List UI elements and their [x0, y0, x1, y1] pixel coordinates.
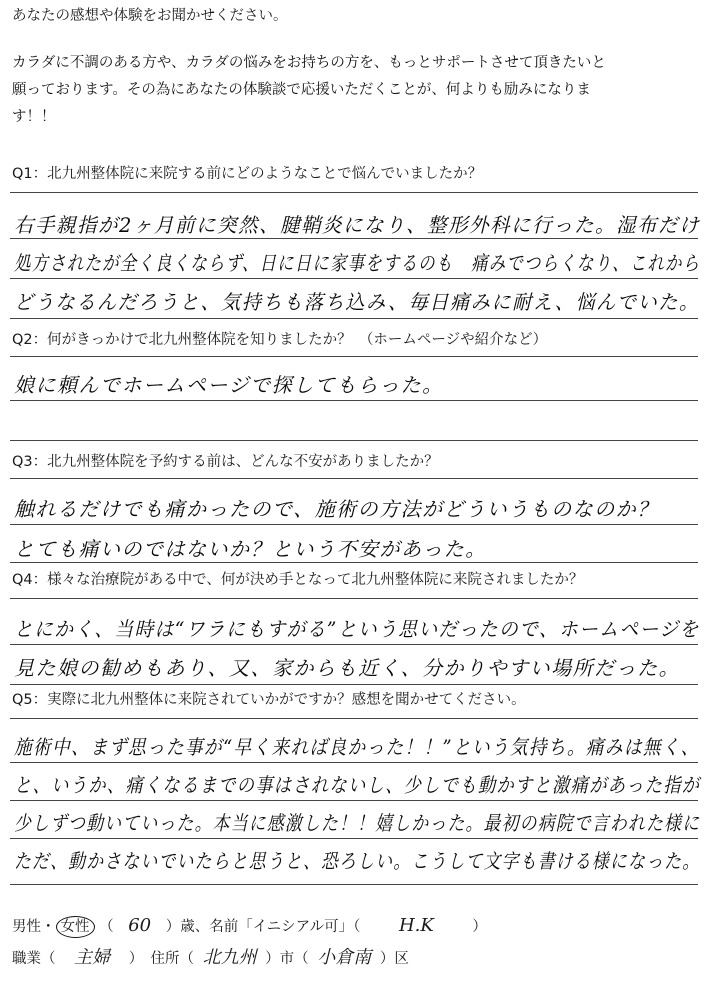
answer-rule: [10, 278, 698, 279]
city-suffix: ）市（: [265, 951, 309, 967]
answer-rule: [10, 356, 698, 357]
intro-line: カラダに不調のある方や、カラダの悩みをお持ちの方を、もっとサポートさせて頂きたいと: [12, 55, 606, 71]
answer-rule: [10, 800, 698, 801]
question-4-label: Q4：様々な治療院がある中で、何が決め手となって北九州整体院に来院されましたか？: [12, 572, 584, 588]
answer-rule: [10, 478, 698, 479]
gender-label: 男性・: [12, 919, 56, 935]
job-label: 職業（: [12, 951, 56, 967]
name-close: ）: [472, 919, 487, 935]
answer-rule: [10, 644, 698, 645]
address-label: ） 住所（: [128, 951, 194, 967]
question-2-label: Q2：何がきっかけで北九州整体院を知りましたか？ （ホームページや紹介など）: [12, 332, 548, 348]
profile-line-2: [12, 948, 409, 969]
profile-line-1: [12, 916, 487, 938]
answer-5-line-2: と、いうか、痛くなるまでの事はされないし、少しでも動かすと激痛があった指が: [14, 773, 701, 797]
gender-selected: 女性: [56, 916, 95, 938]
answer-1-line-3: どうなるんだろうと、気持ちも落ち込み、毎日痛みに耐え、悩んでいた。: [14, 290, 700, 314]
answer-2-line-1: 娘に頼んでホームページで探してもらった。: [14, 373, 444, 397]
question-5-label: Q5：実際に北九州整体に来院されていかがですか？感想を聞かせてください。: [12, 692, 526, 708]
answer-rule: [10, 192, 698, 193]
answer-rule: [10, 238, 698, 239]
page-title: あなたの感想や体験をお聞かせください。: [12, 8, 288, 24]
answer-4-line-1: とにかく、当時は“ワラにもすがる”という思いだったので、ホームページを: [14, 617, 700, 641]
question-3-label: Q3：北九州整体院を予約する前は、どんな不安がありましたか？: [12, 454, 439, 470]
job-value: 主婦: [74, 947, 111, 968]
answer-5-line-1: 施術中、まず思った事が“早く来れば良かった！！”という気持ち。痛みは無く、: [14, 735, 700, 759]
answer-rule: [10, 598, 698, 599]
answer-rule: [10, 524, 698, 525]
answer-4-line-2: 見た娘の勧めもあり、又、家からも近く、分かりやすい場所だった。: [14, 656, 681, 680]
age-close-label: ）歳、名前「イニシアル可」（: [165, 919, 361, 935]
answer-3-line-2: とても痛いのではないか？という不安があった。: [14, 537, 487, 561]
address-ward: 小倉南: [317, 947, 372, 968]
answer-5-line-4: ただ、動かさないでいたらと思うと、恐ろしい。こうして文字も書ける様になった。: [14, 849, 701, 873]
answer-3-line-1: 触れるだけでも痛かったので、施術の方法がどういうものなのか？: [14, 497, 659, 521]
address-city: 北九州: [202, 947, 257, 968]
answer-rule: [10, 440, 698, 441]
answer-1-line-1: 右手親指が2ヶ月前に突然、腱鞘炎になり、整形外科に行った。湿布だけ: [14, 213, 701, 237]
answer-rule: [10, 400, 698, 401]
answer-5-line-3: 少しずつ動いていった。本当に感激した！！嬉しかった。最初の病院で言われた様に: [14, 811, 701, 835]
answer-rule: [10, 884, 698, 885]
answer-rule: [10, 718, 698, 719]
age-value: 60: [128, 915, 152, 936]
ward-suffix: ）区: [379, 951, 409, 967]
answer-1-line-2: 処方されたが全く良くならず、日に日に家事をするのも 痛みでつらくなり、これから: [14, 251, 701, 275]
intro-line: 願っております。その為にあなたの体験談で応援いただくことが、何よりも励みになりま: [12, 82, 591, 98]
question-1-label: Q1：北九州整体院に来院する前にどのようなことで悩んでいましたか？: [12, 166, 483, 182]
age-open: （: [99, 919, 114, 935]
answer-rule: [10, 318, 698, 319]
answer-rule: [10, 562, 698, 563]
intro-text: [12, 50, 712, 131]
answer-rule: [10, 838, 698, 839]
initials-value: H.K: [398, 915, 434, 936]
answer-rule: [10, 684, 698, 685]
answer-rule: [10, 762, 698, 763]
intro-line: す！！: [12, 109, 56, 125]
